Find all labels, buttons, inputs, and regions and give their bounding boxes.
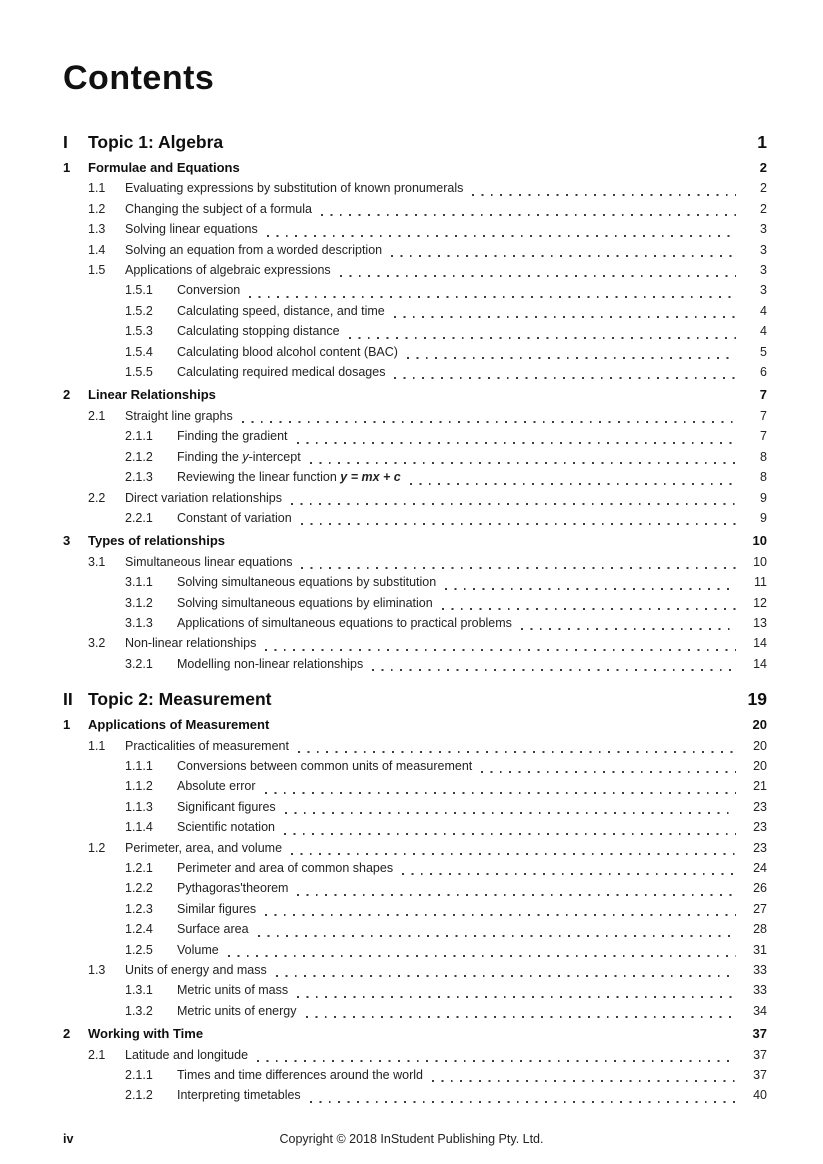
entry-title: Perimeter and area of common shapes [177, 861, 394, 875]
dot-leader [297, 884, 736, 899]
entry-title: Evaluating expressions by substitution of known pronumerals [125, 181, 464, 196]
dot-leader [391, 245, 736, 260]
entry-title: Working with Time [88, 1026, 204, 1042]
toc-entry-subsection [63, 301, 767, 321]
entry-page-number: 37 [753, 1068, 767, 1083]
toc-entry-section [63, 736, 767, 756]
dot-leader [310, 452, 736, 467]
entry-number: 1.3 [88, 963, 106, 978]
entry-page-number: 37 [753, 1047, 767, 1062]
entry-page-number: 4 [760, 303, 767, 318]
entry-page-number: 20 [753, 738, 767, 753]
dot-leader [249, 286, 736, 301]
entry-number: 1.1.1 [125, 758, 153, 773]
entry-page-number: 9 [760, 510, 767, 525]
toc-entry-subsection [63, 1065, 767, 1085]
entry-number: 2.1 [88, 408, 106, 423]
entry-number: 1.1.2 [125, 779, 153, 794]
entry-page-number: 31 [753, 942, 767, 957]
entry-title: Calculating speed, distance, and time [177, 303, 385, 318]
entry-page-number: 1 [757, 132, 767, 152]
entry-title: Types of relationships [88, 533, 226, 549]
entry-number: 2 [63, 1026, 71, 1042]
entry-page-number: 23 [753, 799, 767, 814]
entry-number: 2.2 [88, 490, 106, 505]
toc-entry-subsection [63, 593, 767, 613]
dot-leader [301, 557, 736, 572]
entry-title: Practicalities of measurement [125, 738, 289, 753]
entry-number: 3 [63, 533, 71, 549]
entry-page-number: 19 [747, 689, 767, 710]
dot-leader [265, 782, 736, 797]
dot-leader [442, 598, 736, 613]
dot-leader [521, 618, 736, 633]
entry-title: Conversions between common units of measurement [177, 758, 473, 773]
toc-entry-section [63, 960, 767, 980]
entry-number: II [63, 689, 73, 710]
toc-entry-subsection [63, 280, 767, 300]
entry-page-number: 3 [760, 283, 767, 298]
toc-entry-subsection [63, 467, 767, 487]
entry-number: 3.1 [88, 554, 106, 569]
toc-entry-part [63, 130, 767, 155]
entry-number: 1.5.4 [125, 344, 153, 359]
entry-page-number: 8 [760, 449, 767, 464]
dot-leader [228, 945, 736, 960]
entry-page-number: 3 [760, 242, 767, 257]
entry-title-text: -intercept [248, 449, 301, 464]
entry-number: 1.2.2 [125, 881, 153, 896]
entry-number: 1.5.2 [125, 303, 153, 318]
dot-leader [267, 225, 736, 240]
entry-title: Modelling non-linear relationships [177, 656, 364, 671]
dot-leader [372, 659, 736, 674]
entry-page-number: 10 [753, 554, 767, 569]
entry-number: 1.5.3 [125, 324, 153, 339]
entry-number: 2.1.2 [125, 1088, 153, 1103]
dot-leader [472, 184, 736, 199]
entry-title: Solving linear equations [125, 222, 258, 237]
entry-title: Simultaneous linear equations [125, 554, 293, 569]
entry-number: 1.5.1 [125, 283, 153, 298]
entry-title: Absolute error [177, 779, 256, 794]
dot-leader [265, 904, 736, 919]
entry-number: 1.1.3 [125, 799, 153, 814]
entry-number: 1.1.4 [125, 820, 153, 835]
toc-entry-section [63, 552, 767, 572]
entry-page-number: 23 [753, 840, 767, 855]
entry-page-number: 2 [760, 201, 767, 216]
entry-title: Constant of variation [177, 510, 292, 525]
toc-entry-chapter [63, 715, 767, 735]
dot-leader [291, 493, 736, 508]
dot-leader [284, 823, 736, 838]
entry-number: 2.2.1 [125, 510, 153, 525]
dot-leader [410, 473, 736, 488]
toc-entry-subsection [63, 426, 767, 446]
toc-entry-subsection [63, 940, 767, 960]
entry-number: 1.1 [88, 738, 106, 753]
toc-entry-subsection [63, 1085, 767, 1105]
toc-entry-section [63, 199, 767, 219]
dot-leader [340, 265, 736, 280]
entry-page-number: 40 [753, 1088, 767, 1103]
entry-page-number: 4 [760, 324, 767, 339]
entry-number: 1.2.4 [125, 922, 153, 937]
entry-page-number: 34 [753, 1003, 767, 1018]
entry-number: 2.1 [88, 1047, 106, 1062]
entry-title: Metric units of mass [177, 983, 289, 998]
entry-title [177, 447, 301, 467]
entry-title: Direct variation relationships [125, 490, 283, 505]
toc-entry-subsection [63, 899, 767, 919]
entry-number: 2 [63, 387, 71, 403]
entry-title: Applications of Measurement [88, 717, 270, 733]
footer-page-number: iv [63, 1132, 74, 1146]
entry-number: 2.1.3 [125, 470, 153, 485]
entry-page-number: 21 [753, 779, 767, 794]
entry-page-number: 2 [759, 160, 767, 175]
entry-number: 1.5.5 [125, 365, 153, 380]
entry-title: Calculating blood alcohol content (BAC) [177, 344, 398, 359]
entry-title-math: y [242, 449, 249, 464]
entry-number: 1.4 [88, 242, 106, 257]
entry-page-number: 3 [760, 222, 767, 237]
dot-leader [258, 925, 736, 940]
toc-entry-subsection [63, 817, 767, 837]
entry-number: 1.2.3 [125, 901, 153, 916]
entry-number: 3.1.1 [125, 575, 153, 590]
toc-entry-subsection [63, 321, 767, 341]
dot-leader [432, 1070, 736, 1085]
dot-leader [301, 513, 736, 528]
entry-number: 1.1 [88, 181, 106, 196]
entry-title: Conversion [177, 283, 241, 298]
entry-title: Solving simultaneous equations by substitution [177, 575, 437, 590]
entry-title: Calculating stopping distance [177, 324, 340, 339]
dot-leader [276, 965, 736, 980]
entry-page-number: 7 [760, 408, 767, 423]
entry-page-number: 11 [754, 575, 767, 590]
toc-entry-subsection [63, 613, 767, 633]
toc-entry-section [63, 406, 767, 426]
dot-leader [445, 578, 736, 593]
dot-leader [297, 432, 737, 447]
entry-page-number: 5 [760, 344, 767, 359]
entry-number: 3.2 [88, 636, 106, 651]
toc-entry-subsection [63, 980, 767, 1000]
toc-entry-section [63, 838, 767, 858]
entry-title: Perimeter, area, and volume [125, 840, 283, 855]
toc-entry-subsection [63, 1001, 767, 1021]
entry-number: 2.1.2 [125, 449, 153, 464]
entry-page-number: 27 [753, 901, 767, 916]
toc-entry-section [63, 178, 767, 198]
entry-page-number: 37 [752, 1026, 767, 1042]
entry-title-text: Finding the [177, 449, 243, 464]
dot-leader [310, 1091, 736, 1106]
entry-title: Similar figures [177, 901, 257, 916]
entry-page-number: 14 [753, 636, 767, 651]
toc-entry-section [63, 260, 767, 280]
dot-leader [257, 1050, 736, 1065]
dot-leader [394, 306, 736, 321]
entry-title: Changing the subject of a formula [125, 201, 312, 216]
dot-leader [481, 761, 736, 776]
entry-page-number: 10 [752, 533, 767, 549]
entry-title: Interpreting timetables [177, 1088, 301, 1103]
toc-entry-subsection [63, 572, 767, 592]
dot-leader [285, 802, 736, 817]
dot-leader [402, 863, 736, 878]
entry-title-math: y = mx + c [340, 470, 401, 485]
toc-entry-section [63, 633, 767, 653]
entry-page-number: 26 [753, 881, 767, 896]
toc-entry-subsection [63, 342, 767, 362]
entry-page-number: 33 [753, 983, 767, 998]
entry-number: 3.1.3 [125, 615, 153, 630]
entry-title: Topic 2: Measurement [88, 689, 272, 710]
toc-entry-subsection [63, 362, 767, 382]
toc-entry-section [63, 219, 767, 239]
dot-leader [265, 639, 736, 654]
toc-entry-subsection [63, 776, 767, 796]
toc-list [63, 130, 767, 1106]
entry-number: 1.2 [88, 201, 106, 216]
entry-page-number: 14 [753, 656, 767, 671]
footer-copyright: Copyright © 2018 InStudent Publishing Pty. Ltd. [279, 1132, 544, 1146]
entry-title [177, 467, 401, 487]
entry-title: Volume [177, 942, 219, 957]
entry-title: Applications of simultaneous equations to practical problems [177, 615, 512, 630]
entry-page-number: 23 [753, 820, 767, 835]
entry-title: Non-linear relationships [125, 636, 257, 651]
entry-number: 1.3 [88, 222, 106, 237]
entry-title: Surface area [177, 922, 249, 937]
entry-title: Solving simultaneous equations by elimination [177, 595, 433, 610]
toc-entry-subsection [63, 858, 767, 878]
toc-content [63, 0, 767, 1106]
toc-entry-chapter [63, 385, 767, 405]
entry-title: Scientific notation [177, 820, 275, 835]
entry-page-number: 3 [760, 263, 767, 278]
entry-number: 1.2.1 [125, 861, 153, 875]
entry-title: Times and time differences around the world [177, 1068, 423, 1083]
entry-title: Significant figures [177, 799, 276, 814]
entry-title: Straight line graphs [125, 408, 233, 423]
dot-leader [242, 411, 736, 426]
entry-title: Pythagoras'theorem [177, 881, 289, 896]
toc-entry-section [63, 240, 767, 260]
entry-page-number: 28 [753, 922, 767, 937]
dot-leader [321, 204, 736, 219]
entry-title: Calculating required medical dosages [177, 365, 386, 380]
entry-page-number: 13 [753, 615, 767, 630]
toc-entry-subsection [63, 447, 767, 467]
entry-page-number: 20 [752, 717, 767, 733]
entry-number: 1.3.2 [125, 1003, 153, 1018]
entry-title: Metric units of energy [177, 1003, 297, 1018]
dot-leader [394, 367, 736, 382]
entry-page-number: 33 [753, 963, 767, 978]
dot-leader [298, 741, 736, 756]
entry-number: 1.2.5 [125, 942, 153, 957]
entry-page-number: 24 [753, 861, 767, 875]
toc-entry-subsection [63, 508, 767, 528]
entry-title: Units of energy and mass [125, 963, 267, 978]
entry-number: 1 [63, 717, 71, 733]
entry-page-number: 20 [753, 758, 767, 773]
entry-title: Applications of algebraic expressions [125, 263, 331, 278]
dot-leader [306, 1006, 737, 1021]
entry-page-number: 9 [760, 490, 767, 505]
entry-number: 3.2.1 [125, 656, 153, 671]
toc-entry-subsection [63, 797, 767, 817]
entry-number: I [63, 132, 68, 152]
toc-entry-subsection [63, 756, 767, 776]
entry-page-number: 7 [759, 387, 767, 403]
toc-entry-chapter [63, 531, 767, 551]
toc-entry-section [63, 1045, 767, 1065]
entry-title-text: Reviewing the linear function [177, 470, 341, 485]
toc-entry-subsection [63, 919, 767, 939]
entry-title: Finding the gradient [177, 429, 288, 444]
entry-title: Formulae and Equations [88, 160, 240, 175]
entry-number: 1.3.1 [125, 983, 153, 998]
dot-leader [291, 843, 736, 858]
entry-title: Topic 1: Algebra [88, 132, 224, 152]
toc-entry-subsection [63, 654, 767, 674]
dot-leader [407, 347, 736, 362]
entry-page-number: 6 [760, 365, 767, 380]
toc-entry-section [63, 488, 767, 508]
entry-number: 1.5 [88, 263, 106, 278]
entry-page-number: 7 [760, 429, 767, 444]
toc-entry-part [63, 687, 767, 712]
toc-entry-subsection [63, 878, 767, 898]
entry-title: Linear Relationships [88, 387, 216, 403]
entry-title: Latitude and longitude [125, 1047, 249, 1062]
dot-leader [297, 986, 736, 1001]
entry-page-number: 2 [760, 181, 767, 196]
entry-number: 2.1.1 [125, 429, 153, 444]
entry-number: 1.2 [88, 840, 106, 855]
entry-number: 2.1.1 [125, 1068, 153, 1083]
entry-number: 3.1.2 [125, 595, 153, 610]
page-title: Contents [63, 59, 215, 97]
toc-entry-chapter [63, 1024, 767, 1044]
dot-leader [349, 327, 736, 342]
entry-page-number: 12 [753, 595, 767, 610]
entry-number: 1 [63, 160, 71, 175]
page-footer [0, 1132, 823, 1154]
entry-page-number: 8 [760, 470, 767, 485]
toc-entry-chapter [63, 158, 767, 178]
entry-title: Solving an equation from a worded description [125, 242, 383, 257]
